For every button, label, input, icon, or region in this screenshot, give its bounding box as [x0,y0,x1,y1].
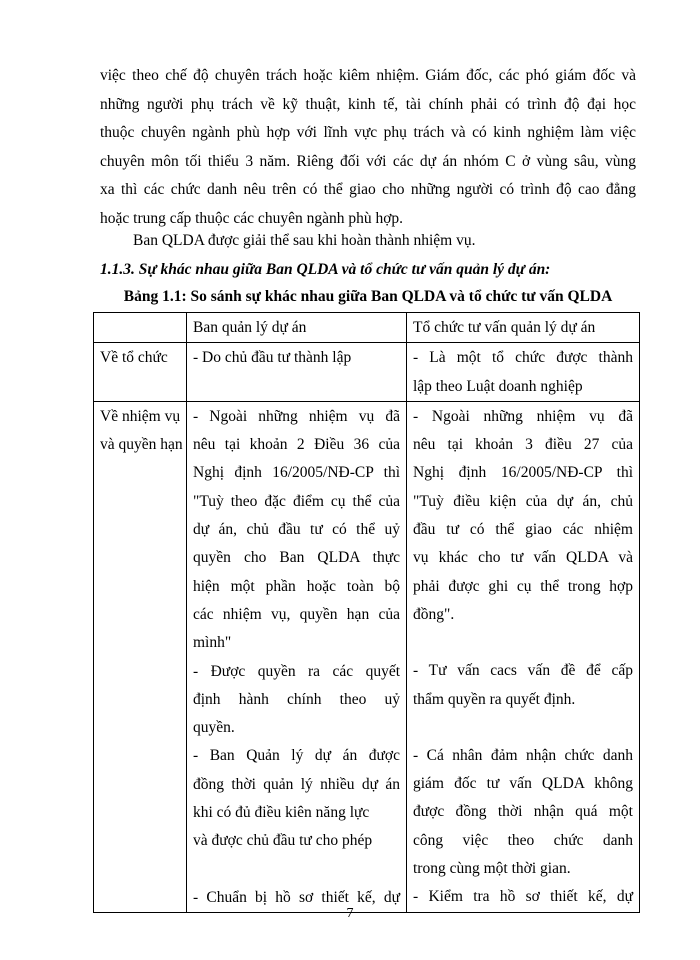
cell-line: "Tuỳ theo đặc điểm cụ thể của [193,492,400,510]
cell-line: định hành chính theo uỷ [193,690,400,708]
cell-line: - Ngoài những nhiệm vụ đã [193,407,400,425]
cell-line: - Tư vấn cacs vấn đề để cấp [413,662,633,680]
cell-line: đầu tư có thể giao các nhiệm [413,521,633,539]
header-cell-empty [94,313,187,343]
header-cell-tu-van: Tổ chức tư vấn quản lý dự án [407,313,640,343]
text-line: xa thì các chức danh nêu trên có thể giao cho những người có trình độ cao đẳng [100,181,636,198]
cell-line: được đồng thời nhận quá một [413,803,633,821]
cell-line: - Ngoài những nhiệm vụ đã [413,407,633,425]
cell-line: các nhiệm vụ, quyền hạn của [193,605,400,623]
text-line: những người phụ trách về kỹ thuật, kinh tế, tài chính phải có trình độ đại học [100,95,636,113]
dissolve-paragraph: Ban QLDA được giải thể sau khi hoàn thành nhiệm vụ. [133,232,476,249]
cell-line: dự án, chủ đầu tư có thể uỷ [193,521,400,539]
table-row-organization [94,343,640,402]
cell-line: Nghị định 16/2005/NĐ-CP thì [413,464,633,482]
table-header-row [94,313,640,343]
cell-line: nêu tại khoản 2 Điều 36 của [193,436,400,454]
cell-line: phải được ghi cụ thể trong hợp [413,577,633,595]
cell-line: giám đốc tư vấn QLDA không [413,775,633,793]
cell-line: - Là một tổ chức được thành [413,349,633,367]
comparison-table [93,312,640,913]
ban-qlda-cell: - Do chủ đầu tư thành lập [187,343,407,402]
row-label: Về tổ chức [94,343,187,402]
cell-line: Nghị định 16/2005/NĐ-CP thì [193,464,400,482]
cell-line: quyền. [193,719,235,737]
cell-line: đồng thời quản lý nhiều dự án [193,775,400,793]
text-line: hoặc trung cấp thuộc các chuyên ngành phù hợp. [100,209,404,227]
cell-line: - Kiểm tra hồ sơ thiết kế, dự [413,888,633,906]
cell-line: trong cùng một thời gian. [413,860,571,878]
cell-line: - Chuẩn bị hồ sơ thiết kế, dự [193,888,400,906]
cell-line: lập theo Luật doanh nghiệp [413,377,583,395]
cell-line: khi có đủ điều kiên năng lực [193,804,370,822]
row-label [94,401,187,912]
cell-line: - Được quyền ra các quyết [193,662,400,680]
cell-line: "Tuỳ điều kiện của dự án, chủ [413,492,633,510]
table-caption: Bảng 1.1: So sánh sự khác nhau giữa Ban QLDA và tổ chức tư vấn QLDA [123,288,613,305]
ban-qlda-cell [187,401,407,912]
cell-line: thẩm quyền ra quyết định. [413,690,576,708]
cell-line: nêu tại khoản 3 điều 27 của [413,436,633,454]
cell-line: hiện một phần hoặc toàn bộ [193,577,400,595]
body-paragraph [100,62,636,233]
header-cell-ban-qlda: Ban quản lý dự án [187,313,407,343]
tu-van-cell [407,401,640,912]
cell-line: công việc theo chức danh [413,831,633,849]
text-line: thuộc chuyên ngành phù hợp với lĩnh vực phụ trách và có kinh nghiệm làm việc [100,124,636,141]
text-line: chuyên môn tối thiểu 3 năm. Riêng đối với các dự án nhóm C ở vùng sâu, vùng [100,152,636,170]
tu-van-cell [407,343,640,402]
cell-line: - Cá nhân đảm nhận chức danh [413,746,633,764]
cell-line: đồng". [413,605,455,623]
cell-line: và quyền hạn [100,436,183,454]
cell-line: Về nhiệm vụ [100,407,181,425]
cell-line: mình" [193,634,232,652]
section-heading: 1.1.3. Sự khác nhau giữa Ban QLDA và tổ chức tư vấn quản lý dự án: [100,261,551,278]
table-row-duties [94,401,640,912]
page-number: 7 [346,906,354,921]
cell-line: vụ khác cho tư vấn QLDA và [413,549,633,567]
cell-line: quyền cho Ban QLDA thực [193,549,400,567]
cell-line: và được chủ đầu tư cho phép [193,832,373,850]
text-line: việc theo chế độ chuyên trách hoặc kiêm nhiệm. Giám đốc, các phó giám đốc và [100,67,636,84]
cell-line: - Ban Quản lý dự án được [193,747,400,765]
